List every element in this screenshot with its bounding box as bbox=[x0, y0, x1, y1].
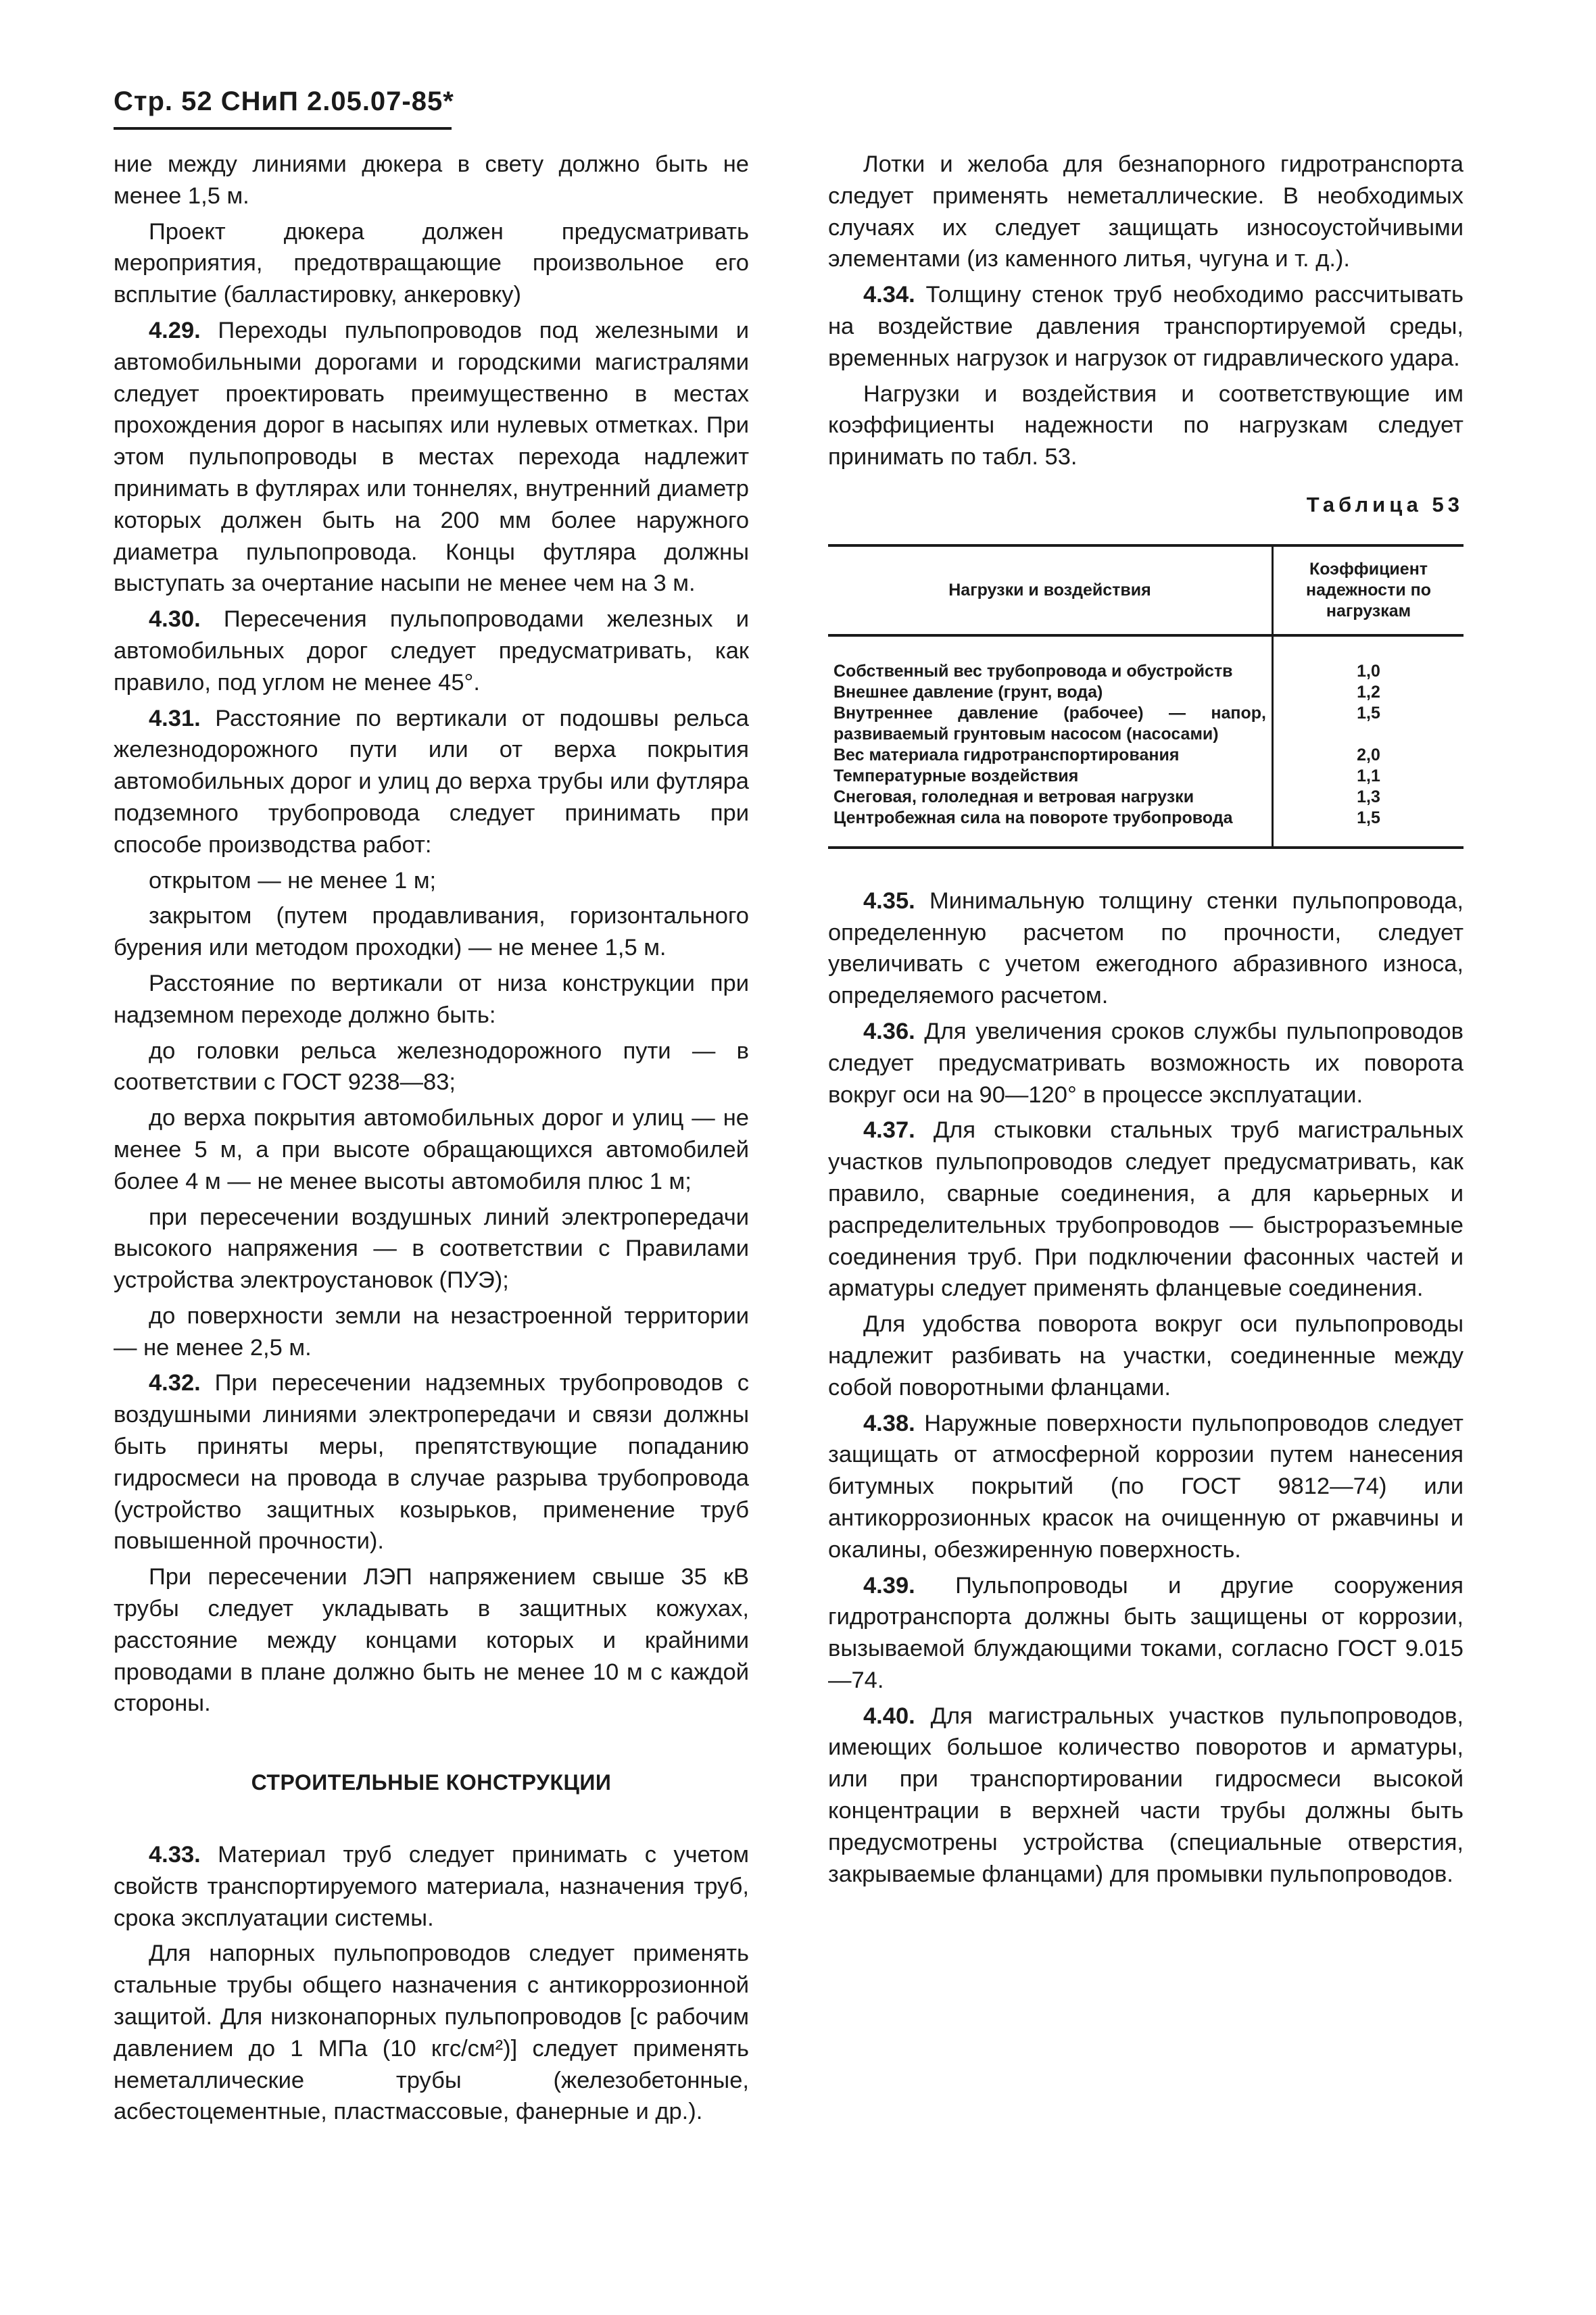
paragraph: Расстояние по вертикали от низа конструкции при надземном переходе должно быть: bbox=[114, 970, 749, 1028]
clause-text: Минимальную толщину стенки пульпопровода, определенную расчетом по прочности, следует увеличивать с учетом ежегодного абразивного износа, определяемого расчетом. bbox=[828, 887, 1464, 1009]
clause-4-32 bbox=[114, 1367, 749, 1557]
table-row bbox=[828, 787, 1464, 808]
clause-number: 4.30. bbox=[149, 606, 201, 633]
table-header-coefficient: Коэффициент надежности по нагрузкам bbox=[1273, 545, 1464, 635]
clause-4-31 bbox=[114, 703, 749, 861]
table-cell-label: Внутреннее давление (рабочее) — напор, развиваемый грунтовым насосом (насосами) bbox=[828, 703, 1273, 745]
section-heading: СТРОИТЕЛЬНЫЕ КОНСТРУКЦИИ bbox=[251, 1770, 612, 1795]
paragraph: до поверхности земли на незастроенной территории — не менее 2,5 м. bbox=[114, 1302, 749, 1361]
clause-text: Наружные поверхности пульпопроводов следует защищать от атмосферной коррозии путем нанесения битумных покрытий (по ГОСТ 9812—74) или антикоррозионных красок на очищенную от ржавчины и окалины, обезжиренную поверхность. bbox=[828, 1410, 1464, 1563]
clause-number: 4.40. bbox=[863, 1703, 915, 1729]
clause-number: 4.35. bbox=[863, 887, 915, 914]
table-row bbox=[828, 766, 1464, 787]
paragraph: При пересечении ЛЭП напряжением свыше 35 кВ трубы следует укладывать в защитных кожухах, расстояние между концами которых и крайними проводами в плане должно быть не менее 10 м с каждой стороны. bbox=[114, 1564, 749, 1717]
paragraph: до головки рельса железнодорожного пути — в соответствии с ГОСТ 9238—83; bbox=[114, 1038, 749, 1096]
clause-number: 4.39. bbox=[863, 1572, 915, 1599]
page-header: Стр. 52 СНиП 2.05.07-85* bbox=[114, 87, 454, 116]
table-cell-label: Центробежная сила на повороте трубопровода bbox=[828, 808, 1273, 848]
table-header-row bbox=[828, 545, 1464, 635]
clause-text: Пульпопроводы и другие сооружения гидротранспорта должны быть защищены от коррозии, вызываемой блуждающими токами, согласно ГОСТ 9.015—74. bbox=[828, 1572, 1464, 1693]
right-column bbox=[828, 149, 1464, 1894]
table-cell-value: 1,3 bbox=[1357, 787, 1380, 806]
table-header-loads: Нагрузки и воздействия bbox=[828, 545, 1273, 635]
table-cell-label: Собственный вес трубопровода и обустройств bbox=[828, 635, 1273, 682]
paragraph: до верха покрытия автомобильных дорог и улиц — не менее 5 м, а при высоте обращающихся автомобилей более 4 м — не менее высоты автомобиля плюс 1 м; bbox=[114, 1105, 749, 1194]
clause-4-30 bbox=[114, 604, 749, 698]
table-cell-value: 1,1 bbox=[1357, 766, 1380, 785]
clause-4-39 bbox=[828, 1570, 1464, 1697]
clause-text: Материал труб следует принимать с учетом свойств транспортируемого материала, назначения труб, срока эксплуатации системы. bbox=[114, 1842, 749, 1931]
after-table-block bbox=[828, 885, 1464, 1891]
clause-4-29 bbox=[114, 315, 749, 600]
clause-4-37 bbox=[828, 1115, 1464, 1305]
paragraph: Для напорных пульпопроводов следует применять стальные трубы общего назначения с антикоррозионной защитой. Для низконапорных пульпопроводов [с рабочим давлением до 1 МПа (10 кгс/см²)] следует применять неметаллические трубы (железобетонные, асбестоцементные, пластмассовые, фанерные и др.). bbox=[114, 1941, 749, 2125]
clause-number: 4.31. bbox=[149, 705, 201, 731]
table-cell-label: Внешнее давление (грунт, вода) bbox=[828, 682, 1273, 703]
table-caption: Таблица 53 bbox=[1306, 492, 1464, 516]
clause-text: Для стыковки стальных труб магистральных участков пульпопроводов следует предусматривать, как правило, сварные соединения, а для карьерных и распределительных трубопроводов — быстроразъемные соединения труб. При подключении фасонных частей и арматуры следует применять фланцевые соединения. bbox=[828, 1117, 1464, 1302]
paragraph: открытом — не менее 1 м; bbox=[149, 867, 437, 894]
paragraph: Нагрузки и воздействия и соответствующие им коэффициенты надежности по нагрузкам следует принимать по табл. 53. bbox=[828, 381, 1464, 470]
paragraph: при пересечении воздушных линий электропередачи высокого напряжения — в соответствии с Правилами устройства электроустановок (ПУЭ); bbox=[114, 1204, 749, 1294]
table-row bbox=[828, 703, 1464, 745]
clause-number: 4.32. bbox=[149, 1370, 201, 1396]
table-cell-value: 1,5 bbox=[1357, 703, 1380, 723]
left-column bbox=[114, 149, 749, 2132]
table-row bbox=[828, 682, 1464, 703]
load-factors-table bbox=[828, 544, 1464, 849]
table-cell-value: 1,0 bbox=[1357, 661, 1380, 681]
table-cell-value: 2,0 bbox=[1357, 745, 1380, 764]
paragraph: Для удобства поворота вокруг оси пульпопроводы надлежит разбивать на участки, соединенные между собой поворотными фланцами. bbox=[828, 1311, 1464, 1400]
clause-text: Для увеличения сроков службы пульпопроводов следует предусматривать возможность их поворота вокруг оси на 90—120° в процессе эксплуатации. bbox=[828, 1018, 1464, 1108]
clause-text: При пересечении надземных трубопроводов с воздушными линиями электропередачи и связи должны быть приняты меры, препятствующие попаданию гидросмеси на провода в случае разрыва трубопровода (устройство защитных козырьков, применение труб повышенной прочности). bbox=[114, 1370, 749, 1555]
table-row bbox=[828, 635, 1464, 682]
clause-4-35 bbox=[828, 885, 1464, 1012]
table-row bbox=[828, 745, 1464, 766]
clause-text: Пересечения пульпопроводами железных и автомобильных дорог следует предусматривать, как правило, под углом не менее 45°. bbox=[114, 606, 749, 696]
clause-text: Для магистральных участков пульпопроводов, имеющих большое количество поворотов и арматуры, или при транспортировании гидросмеси высокой концентрации в верхней части трубы должны быть предусмотрены устройства (специальные отверстия, закрываемые фланцами) для промывки пульпопроводов. bbox=[828, 1703, 1464, 1887]
clause-4-40 bbox=[828, 1701, 1464, 1891]
clause-number: 4.33. bbox=[149, 1842, 201, 1868]
table-cell-value: 1,5 bbox=[1273, 808, 1464, 848]
clause-number: 4.29. bbox=[149, 317, 201, 343]
clause-text: Расстояние по вертикали от подошвы рельса железнодорожного пути или от верха покрытия автомобильных дорог и улиц до верха трубы или футляра подземного трубопровода следует принимать при способе производства работ: bbox=[114, 705, 749, 858]
table-row bbox=[828, 808, 1464, 848]
paragraph: закрытом (путем продавливания, горизонтального бурения или методом проходки) — не менее 1,5 м. bbox=[114, 903, 749, 961]
clause-4-34 bbox=[828, 279, 1464, 374]
clause-4-38 bbox=[828, 1408, 1464, 1566]
clause-number: 4.34. bbox=[863, 282, 915, 308]
paragraph: ние между линиями дюкера в свету должно быть не менее 1,5 м. bbox=[114, 151, 749, 209]
clause-4-33 bbox=[114, 1839, 749, 1934]
table-cell-label: Снеговая, гололедная и ветровая нагрузки bbox=[828, 787, 1273, 808]
clause-text: Переходы пульпопроводов под железными и автомобильными дорогами и городскими магистралями следует проектировать преимущественно в местах прохождения дорог в насыпях или нулевых отметках. При этом пульпопроводы в местах перехода надлежит принимать в футлярах или тоннелях, внутренний диаметр которых должен быть на 200 мм более наружного диаметра пульпопровода. Концы футляра должны выступать за очертание насыпи не менее чем на 3 м. bbox=[114, 317, 749, 597]
clause-text: Толщину стенок труб необходимо рассчитывать на воздействие давления транспортируемой среды, временных нагрузок и нагрузок от гидравлического удара. bbox=[828, 282, 1464, 371]
clause-4-36 bbox=[828, 1016, 1464, 1111]
table-cell-label: Вес материала гидротранспортирования bbox=[828, 745, 1273, 766]
clause-number: 4.38. bbox=[863, 1410, 915, 1436]
paragraph: Лотки и желоба для безнапорного гидротранспорта следует применять неметаллические. В необходимых случаях их следует защищать износоустойчивыми элементами (из каменного литья, чугуна и т. д.). bbox=[828, 151, 1464, 272]
table-cell-label: Температурные воздействия bbox=[828, 766, 1273, 787]
clause-number: 4.37. bbox=[863, 1117, 915, 1144]
table-cell-value: 1,2 bbox=[1357, 682, 1380, 702]
clause-number: 4.36. bbox=[863, 1018, 915, 1044]
paragraph: Проект дюкера должен предусматривать мероприятия, предотвращающие произвольное его всплытие (балластировку, анкеровку) bbox=[114, 218, 749, 308]
header-rule bbox=[114, 127, 452, 130]
